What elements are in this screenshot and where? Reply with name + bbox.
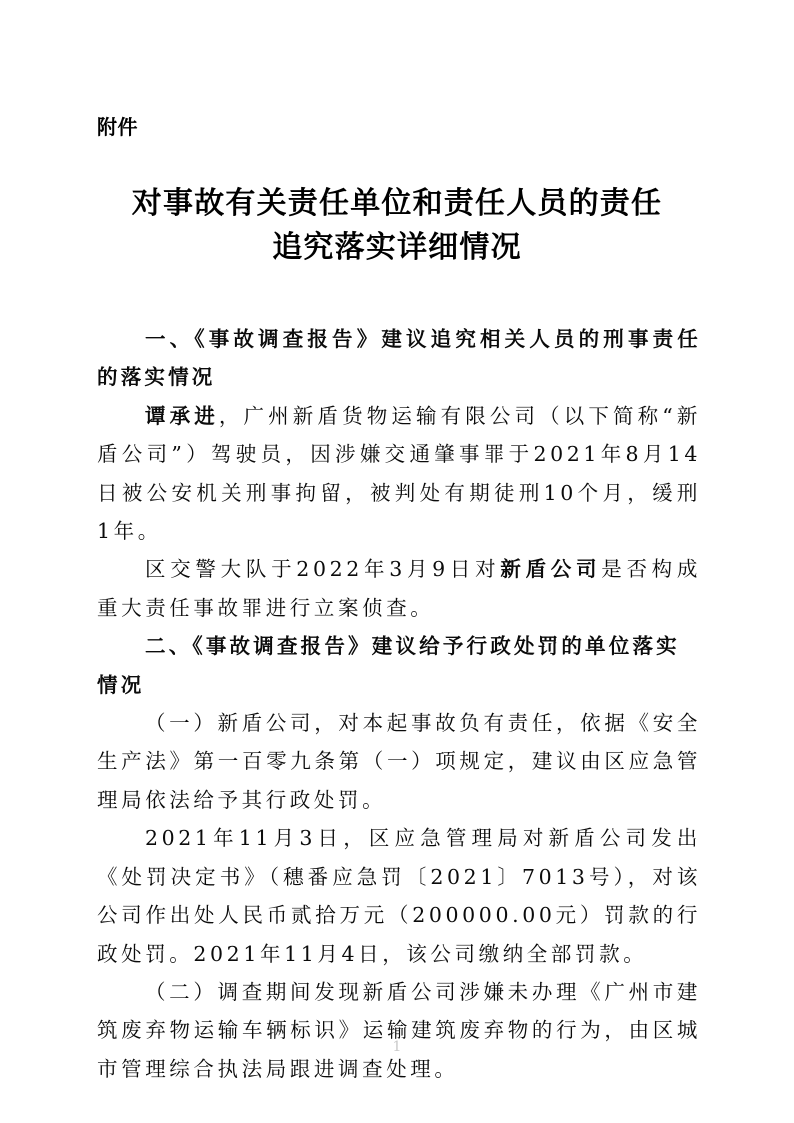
paragraph-traffic-brigade: [97, 550, 701, 627]
paragraph-traffic-brigade-lead: 区交警大队于2022年3月9日对: [145, 557, 501, 582]
section-heading-2: 二、《事故调查报告》建议给予行政处罚的单位落实情况: [97, 634, 680, 697]
paragraph-penalty-decision: 2021年11月3日，区应急管理局对新盾公司发出《处罚决定书》（穗番应急罚〔2021〕7013号），对该公司作出处人民币贰拾万元（200000.00元）罚款的行政处罚。2021年11月4日，该公司缴纳全部罚款。: [97, 826, 701, 966]
emphasis-person-name: 谭承进: [145, 403, 219, 428]
paragraph-tan-chengjin: [97, 397, 701, 551]
page-title: [97, 182, 697, 270]
paragraph-item-1: （一）新盾公司，对本起事故负有责任，依据《安全生产法》第一百零九条第（一）项规定，建议由区应急管理局依法给予其行政处罚。: [97, 711, 701, 812]
paragraph-traffic-brigade-tail: 是否构成重大责任事故罪进行立案侦查。: [97, 557, 701, 620]
document-body: [97, 320, 701, 1088]
paragraph-tan-chengjin-text: ，广州新盾货物运输有限公司（以下简称“新盾公司”）驾驶员，因涉嫌交通肇事罪于2021年8月14日被公安机关刑事拘留，被判处有期徒刑10个月，缓刑1年。: [97, 403, 701, 544]
page-title-line-2: 追究落实详细情况: [272, 230, 522, 265]
page-title-line-1: 对事故有关责任单位和责任人员的责任: [131, 186, 663, 221]
paragraph-item-2: （二）调查期间发现新盾公司涉嫌未办理《广州市建筑废弃物运输车辆标识》运输建筑废弃物的行为，由区城市管理综合执法局跟进调查处理。: [97, 979, 701, 1081]
attachment-label: 附件: [97, 115, 138, 139]
section-heading-1: 一、《事故调查报告》建议追究相关人员的刑事责任的落实情况: [97, 327, 701, 390]
page-number: 1: [392, 1039, 402, 1055]
emphasis-company-name: 新盾公司: [500, 557, 602, 582]
